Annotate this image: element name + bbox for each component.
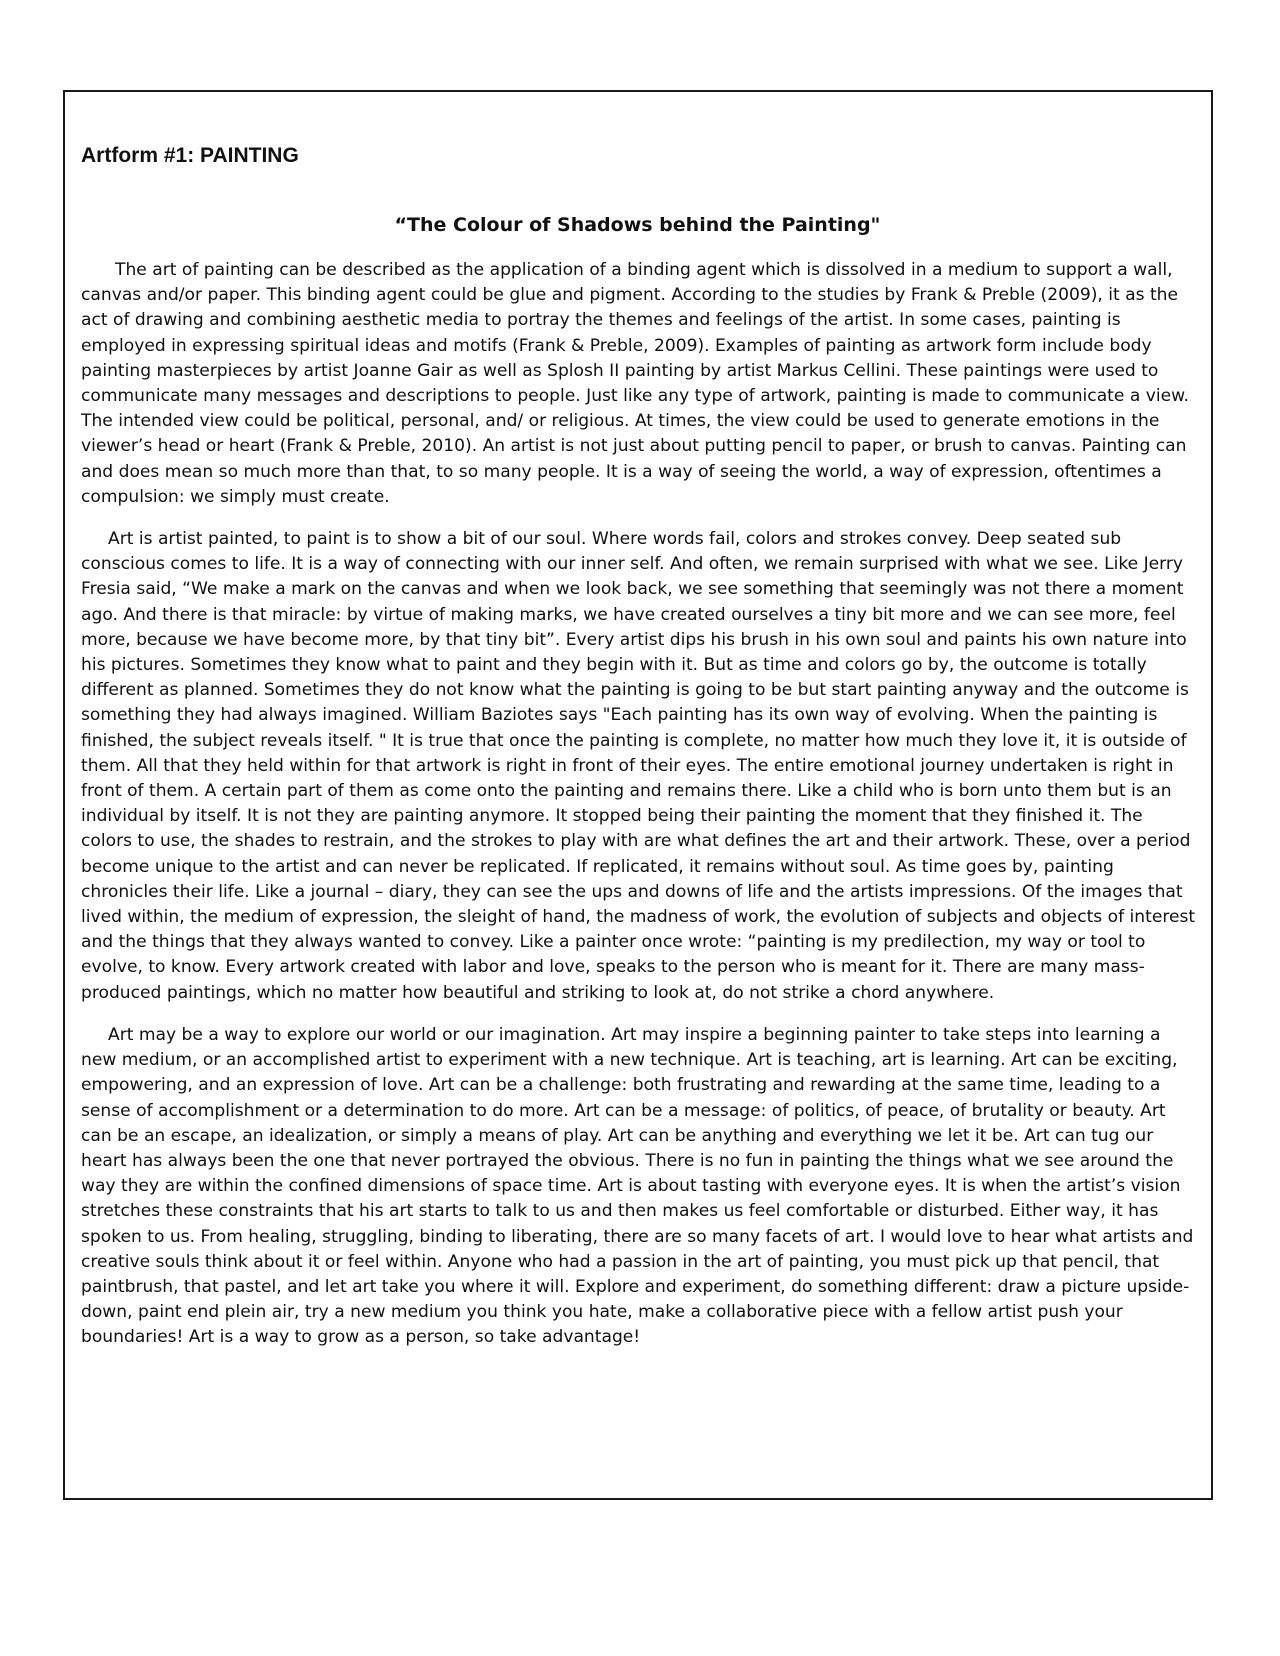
essay-paragraph-2: Art is artist painted, to paint is to show a bit of our soul. Where words fail, colors and strokes convey. Deep seated sub conscious comes to life. It is a way of connecting with our inner self. And often, we remain surprised with what we see. Like Jerry Fresia said, “We make a mark on the canvas and when we look back, we see something that seemingly was not there a moment ago. And there is that miracle: by virtue of making marks, we have created ourselves a tiny bit more and we can see more, feel more, because we have become more, by that tiny bit”. Every artist dips his brush in his own soul and paints his own nature into his pictures. Sometimes they know what to paint and they begin with it. But as time and colors go by, the outcome is totally different as planned. Sometimes they do not know what the painting is going to be but start painting anyway and the outcome is something they had always imagined. William Baziotes says "Each painting has its own way of evolving. When the painting is finished, the subject reveals itself. " It is true that once the painting is complete, no matter how much they love it, it is outside of them. All that they held within for that artwork is right in front of their eyes. The entire emotional journey undertaken is right in front of them. A certain part of them as come onto the painting and remains there. Like a child who is born unto them but is an individual by itself. It is not they are painting anymore. It stopped being their painting the moment that they finished it. The colors to use, the shades to restrain, and the strokes to play with are what defines the art and their artwork. These, over a period become unique to the artist and can never be replicated. If replicated, it remains without soul. As time goes by, painting chronicles their life. Like a journal – diary, they can see the ups and downs of life and the artists impressions. Of the images that lived within, the medium of expression, the sleight of hand, the madness of work, the evolution of subjects and objects of interest and the things that they always wanted to convey. Like a painter once wrote: “painting is my predilection, my way or tool to evolve, to know. Every artwork created with labor and love, speaks to the person who is meant for it. There are many mass-produced paintings, which no matter how beautiful and striking to look at, do not strike a chord anywhere. [81, 529, 1196, 1003]
essay-title: “The Colour of Shadows behind the Painting" [394, 214, 881, 236]
essay-paragraph-3: Art may be a way to explore our world or our imagination. Art may inspire a beginning painter to take steps into learning a new medium, or an accomplished artist to experiment with a new technique. Art is teaching, art is learning. Art can be exciting, empowering, and an expression of love. Art can be a challenge: both frustrating and rewarding at the same time, leading to a sense of accomplishment or a determination to do more. Art can be a message: of politics, of peace, of brutality or beauty. Art can be an escape, an idealization, or simply a means of play. Art can be anything and everything we let it be. Art can tug our heart has always been the one that never portrayed the obvious. There is no fun in painting the things what we see around the way they are within the confined dimensions of space time. Art is about tasting with everyone eyes. It is when the artist’s vision stretches these constraints that his art starts to talk to us and then makes us feel comfortable or disturbed. Either way, it has spoken to us. From healing, struggling, binding to liberating, there are so many facets of art. I would love to hear what artists and creative souls think about it or feel within. Anyone who had a passion in the art of painting, you must pick up that pencil, that paintbrush, that pastel, and let art take you where it will. Explore and experiment, do something different: draw a picture upside-down, paint end plein air, try a new medium you think you hate, make a collaborative piece with a fellow artist push your boundaries! Art is a way to grow as a person, so take advantage! [81, 1024, 1194, 1348]
artform-heading: Artform #1: PAINTING [81, 144, 299, 167]
essay-body [81, 258, 1196, 1368]
document-frame [63, 90, 1213, 1500]
essay-paragraph-1: The art of painting can be described as the application of a binding agent which is dissolved in a medium to support a wall, canvas and/or paper. This binding agent could be glue and pigment. According to the studies by Frank & Preble (2009), it as the act of drawing and combining aesthetic media to portray the themes and feelings of the artist. In some cases, painting is employed in expressing spiritual ideas and motifs (Frank & Preble, 2009). Examples of painting as artwork form include body painting masterpieces by artist Joanne Gair as well as Splosh II painting by artist Markus Cellini. These paintings were used to communicate many messages and descriptions to people. Just like any type of artwork, painting is made to communicate a view. The intended view could be political, personal, and/ or religious. At times, the view could be used to generate emotions in the viewer’s head or heart (Frank & Preble, 2010). An artist is not just about putting pencil to paper, or brush to canvas. Painting can and does mean so much more than that, to so many people. It is a way of seeing the world, a way of expression, oftentimes a compulsion: we simply must create. [81, 260, 1189, 507]
